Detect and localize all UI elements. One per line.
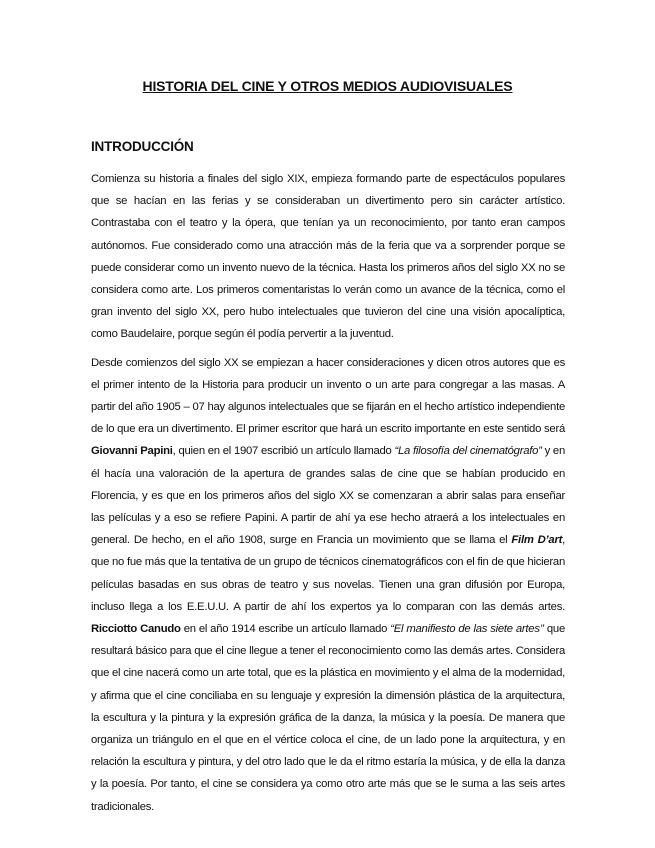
paragraph-2-text: que resultará básico para que el cine llegue a tener el reconocimiento como las demás artes. Considera que el cine nacerá como un arte total, que es la plástica en movimiento y el alma de la modernidad, y afirma que el cine conciliaba en su lenguaje y expresión la dimensión plástica de la arquitectura, la escultura y la pintura y la expresión gráfica de la danza, la música y la poesía. De manera que organiza un triángulo en el que en el vértice coloca el cine, de un lado pone la arquitectura, y en relación la escultura y pintura, y del otro lado que le da el ritmo estaría la música, y de ella la danza y la poesía. Por tanto, el cine se considera ya como otro arte más que se le suma a las seis artes tradicionales. bbox=[91, 623, 565, 813]
paragraph-2-text: Desde comienzos del siglo XX se empiezan a hacer consideraciones y dicen otros autores que es el primer intento de la Historia para producir un invento o un arte para congregar a las masas. A partir del año 1905 – 07 hay algunos intelectuales que se fijarán en el hecho artístico independiente de lo que era un divertimento. El primer escritor que hará un escrito importante en este sentido será bbox=[91, 356, 565, 436]
paragraph-2-text: en el año 1914 escribe un artículo llamado bbox=[180, 623, 391, 636]
section-heading: INTRODUCCIÓN bbox=[91, 139, 194, 154]
paragraph-2-text: , quien en el 1907 escribió un artículo llamado bbox=[172, 445, 395, 458]
article-title-manifiesto: “El manifiesto de las siete artes’’ bbox=[390, 623, 544, 636]
article-title-filosofia: “La filosofía del cinematógrafo” bbox=[394, 445, 542, 458]
paragraph-2-text: y en él hacía una valoración de la apertura de grandes salas de cine que se habían producido en Florencia, y es que en los primeros años del siglo XX se comenzaran a abrir salas para enseñar las películas y a eso se refiere Papini. A partir de ahí ya ese hecho atraerá a los intelectuales en general. De hecho, en el año 1908, surge en Francia un movimiento que se llama el bbox=[91, 445, 565, 547]
document-body bbox=[91, 168, 565, 824]
author-canudo: Ricciotto Canudo bbox=[91, 623, 181, 636]
movement-film-dart: Film D’art bbox=[511, 534, 563, 547]
author-papini: Giovanni Papini bbox=[91, 445, 173, 458]
paragraph-2-text: , que no fue más que la tentativa de un grupo de técnicos cinematográficos con el fin de que hicieran películas basadas en sus obras de teatro y sus novelas. Tienen una gran difusión por Europa, incluso llega a los E.E.U.U. A partir de ahí los expertos ya lo comparan con las demás artes. bbox=[91, 534, 565, 613]
paragraph-2 bbox=[91, 352, 565, 818]
document-title: HISTORIA DEL CINE Y OTROS MEDIOS AUDIOVISUALES bbox=[142, 78, 513, 94]
paragraph-1: Comienza su historia a finales del siglo XIX, empieza formando parte de espectáculos populares que se hacían en las ferias y se consideraban un divertimento pero sin carácter artístico. Contrastaba con el teatro y la ópera, que tenían ya un reconocimiento, por tanto eran campos autónomos. Fue considerado como una atracción más de la feria que va a sorprender porque se puede considerar como un invento nuevo de la técnica. Hasta los primeros años del siglo XX no se considera como arte. Los primeros comentaristas lo verán como un avance de la técnica, como el gran invento del siglo XX, pero hubo intelectuales que tuvieron del cine una visión apocalíptica, como Baudelaire, porque según él podía pervertir a la juventud. bbox=[91, 173, 565, 341]
